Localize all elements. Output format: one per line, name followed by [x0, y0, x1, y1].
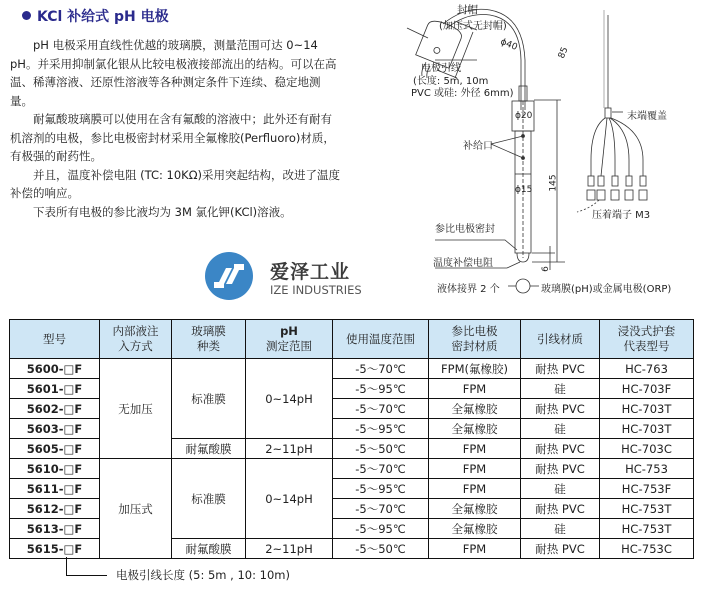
intro-paragraph: pH 电极采用直线性优越的玻璃膜，测量范围可达 0~14 pH。并采用抑制氯化银从比较电极液接部流出的结构。可以在高温、稀薄溶液、还原性溶液等各种测定条件下连续、稳定地测量。 [10, 38, 337, 108]
header-text: 内部液注 [112, 324, 159, 338]
cell-sheath: HC-703T [600, 419, 694, 439]
header-text: 代表型号 [623, 339, 670, 353]
header-injection [100, 320, 172, 359]
cell-model: 5600-□F [10, 359, 100, 379]
cell-sheath: HC-703C [600, 439, 694, 459]
table-header-row [10, 320, 694, 359]
cell-model: 5610-□F [10, 459, 100, 479]
cell-cable: 硅 [521, 379, 600, 399]
cell-ph-range: 2~11pH [246, 539, 333, 559]
header-text: 使用温度范围 [346, 331, 415, 346]
label-cable-length: (长度: 5m, 10m [413, 76, 489, 87]
header-ref-seal [429, 320, 521, 359]
header-sheath [600, 320, 694, 359]
cell-sheath: HC-753T [600, 519, 694, 539]
label-cap-dia: ϕ40 [498, 37, 519, 53]
cell-temp: -5～50℃ [333, 439, 429, 459]
label-terminal: 压着端子 M3 [592, 210, 651, 221]
cell-cable: 耐热 PVC [521, 399, 600, 419]
cell-model: 5601-□F [10, 379, 100, 399]
cell-temp: -5～95℃ [333, 379, 429, 399]
cell-seal: FPM [429, 379, 521, 399]
intro-paragraph: 耐氟酸玻璃膜可以使用在含有氟酸的溶液中；此外还有耐有机溶剂的电极，参比电极密封材采用全氟橡胶(Perfluoro)材质，有极强的耐药性。 [10, 112, 335, 163]
cell-sheath: HC-753C [600, 539, 694, 559]
logo-name-cn: 爱泽工业 [270, 261, 351, 283]
cell-seal: FPM [429, 439, 521, 459]
cell-temp: -5～70℃ [333, 359, 429, 379]
label-end-cover: 末端覆盖 [627, 111, 667, 122]
cell-temp: -5～95℃ [333, 519, 429, 539]
cell-seal: 全氟橡胶 [429, 519, 521, 539]
cell-temp: -5～70℃ [333, 399, 429, 419]
label-glass: 玻璃膜(pH)或金属电极(ORP) [541, 284, 672, 295]
cell-model: 5611-□F [10, 479, 100, 499]
label-body-dia: ϕ15 [515, 185, 533, 195]
cell-membrane: 耐氟酸膜 [172, 439, 246, 459]
cell-membrane: 耐氟酸膜 [172, 539, 246, 559]
intro-paragraph: 并且，温度补偿电阻 (TC: 10KΩ)采用突起结构，改进了温度补偿的响应。 [10, 167, 340, 200]
label-body-dia-top: ϕ20 [515, 111, 533, 121]
cell-seal: 全氟橡胶 [429, 419, 521, 439]
header-text: 密封材质 [451, 339, 498, 353]
cell-sheath: HC-763 [600, 359, 694, 379]
cell-membrane: 标准膜 [172, 359, 246, 439]
header-text: 测定范围 [266, 339, 312, 353]
cell-ph-range: 0~14pH [246, 459, 333, 539]
cell-temp: -5～95℃ [333, 479, 429, 499]
header-temp-range [333, 320, 429, 359]
logo-name-en: IZE INDUSTRIES [270, 283, 362, 297]
section-title [22, 6, 169, 26]
label-refill-port: 补给口 [463, 141, 493, 152]
intro-text [10, 36, 340, 221]
spec-table [9, 319, 694, 559]
cell-model: 5612-□F [10, 499, 100, 519]
table-row [10, 359, 694, 379]
cell-cable: 硅 [521, 519, 600, 539]
cell-injection: 加压式 [100, 459, 172, 559]
label-cap: 封帽 [457, 4, 478, 16]
cell-cable: 耐热 PVC [521, 539, 600, 559]
cell-temp: -5～50℃ [333, 539, 429, 559]
header-text: pH [280, 324, 298, 338]
header-cable-material [521, 320, 600, 359]
logo-mark-icon [204, 251, 254, 301]
label-ref-seal: 参比电极密封 [435, 224, 495, 235]
label-temp-comp: 温度补偿电阻 [433, 258, 493, 269]
intro-paragraph: 下表所有电极的参比液均为 3M 氯化钾(KCl)溶液。 [33, 204, 292, 219]
cell-cable: 耐热 PVC [521, 439, 600, 459]
cell-seal: 全氟橡胶 [429, 399, 521, 419]
cell-model: 5613-□F [10, 519, 100, 539]
label-cable: 电极引线 [421, 63, 461, 74]
cell-seal: FPM [429, 459, 521, 479]
cell-seal: 全氟橡胶 [429, 499, 521, 519]
cell-sheath: HC-703T [600, 399, 694, 419]
cell-cable: 耐热 PVC [521, 499, 600, 519]
cell-cable: 耐热 PVC [521, 459, 600, 479]
cell-cable: 耐热 PVC [521, 359, 600, 379]
cell-membrane: 标准膜 [172, 459, 246, 539]
cell-model: 5615-□F [10, 539, 100, 559]
cell-model: 5602-□F [10, 399, 100, 419]
electrode-diagram [395, 0, 711, 300]
footnote-text: 电极引线长度 (5: 5m , 10: 10m) [116, 568, 290, 582]
table-row [10, 459, 694, 479]
label-cable-material: PVC 或硅: 外径 6mm) [411, 88, 514, 99]
header-text: 型号 [43, 331, 66, 346]
cell-sheath: HC-753 [600, 459, 694, 479]
header-text: 浸没式护套 [617, 324, 676, 338]
cell-seal: FPM [429, 539, 521, 559]
cell-ph-range: 0~14pH [246, 359, 333, 439]
cell-sheath: HC-753T [600, 499, 694, 519]
label-junction: 液体接界 2 个 [437, 284, 500, 295]
label-cap-height: 85 [556, 45, 571, 61]
header-text: 种类 [197, 339, 220, 353]
cell-model: 5603-□F [10, 419, 100, 439]
header-text: 参比电极 [451, 324, 498, 338]
label-length: 145 [548, 174, 559, 192]
cell-temp: -5～70℃ [333, 459, 429, 479]
cell-injection: 无加压 [100, 359, 172, 459]
cell-seal: FPM [429, 479, 521, 499]
cell-sheath: HC-753F [600, 479, 694, 499]
cell-ph-range: 2~11pH [246, 439, 333, 459]
header-text: 玻璃膜 [191, 324, 226, 338]
section-title-text: KCl 补给式 pH 电极 [37, 9, 169, 25]
bullet-icon [22, 11, 31, 20]
cell-seal: FPM(氟橡胶) [429, 359, 521, 379]
cell-cable: 硅 [521, 479, 600, 499]
label-tip-length: 6 [540, 266, 551, 272]
company-logo [204, 251, 384, 305]
cell-temp: -5～70℃ [333, 499, 429, 519]
header-text: 入方式 [118, 339, 153, 353]
header-text: 引线材质 [537, 331, 583, 346]
cell-cable: 硅 [521, 419, 600, 439]
header-model [10, 320, 100, 359]
header-ph-range [246, 320, 333, 359]
cell-temp: -5～95℃ [333, 419, 429, 439]
label-cap-note: (加压式无封帽) [439, 21, 507, 32]
footnote-bracket [66, 557, 107, 576]
cell-sheath: HC-703F [600, 379, 694, 399]
cell-model: 5605-□F [10, 439, 100, 459]
header-membrane [172, 320, 246, 359]
